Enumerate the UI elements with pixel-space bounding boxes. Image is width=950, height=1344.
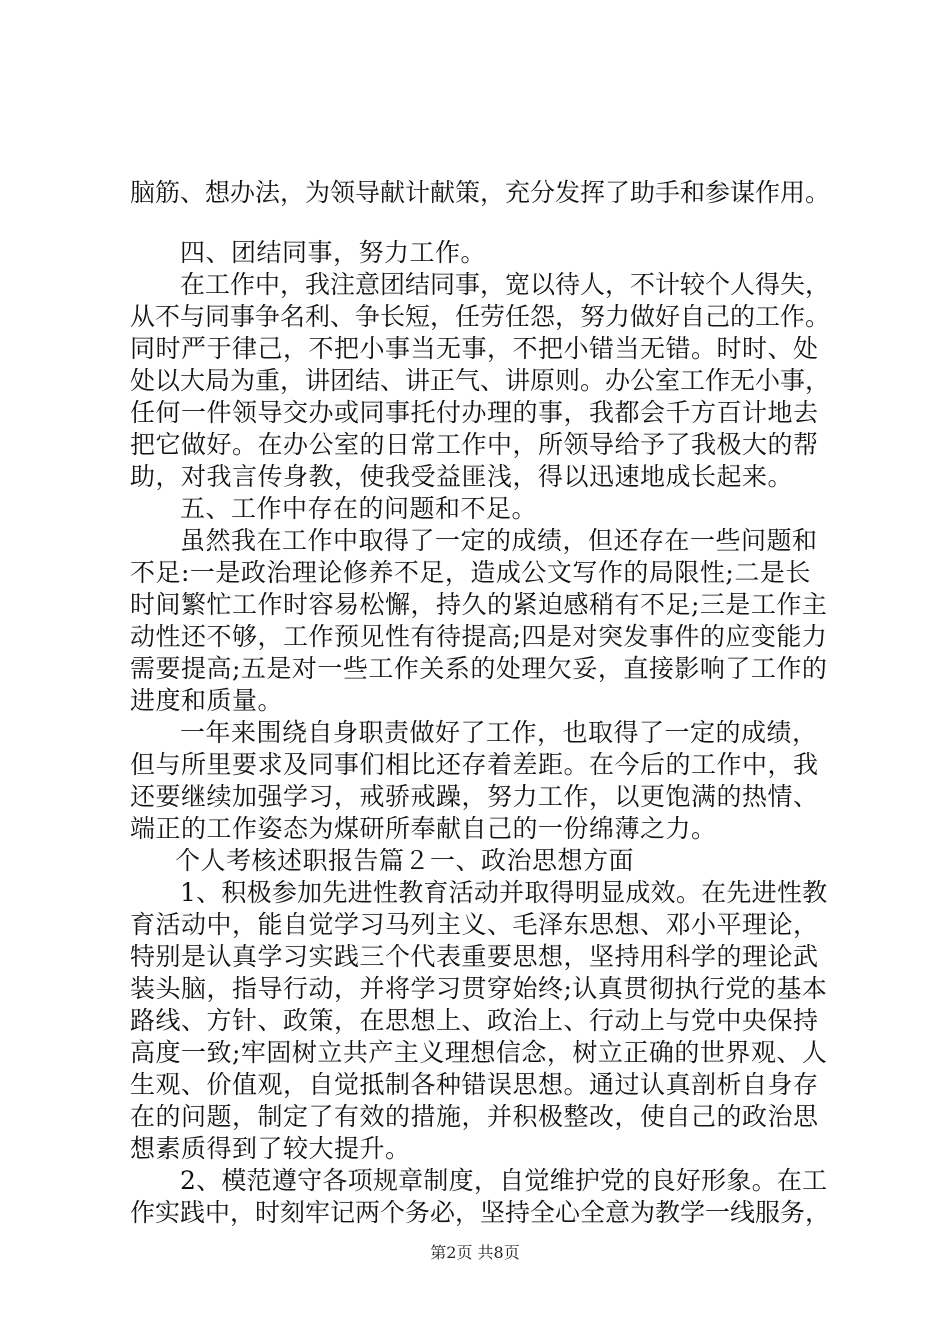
text-line-32: 作实践中，时刻牢记两个务必，坚持全心全意为教学一线服务， — [130, 1198, 831, 1227]
text-line-31: 2、模范遵守各项规章制度，自觉维护党的良好形象。在工 — [180, 1166, 828, 1195]
text-line-29: 在的问题，制定了有效的措施，并积极整改，使自己的政治思 — [130, 1102, 819, 1131]
text-line-17: 一年来围绕自身职责做好了工作，也取得了一定的成绩， — [180, 718, 818, 747]
text-line-6: 处以大局为重，讲团结、讲正气、讲原则。办公室工作无小事， — [130, 366, 831, 395]
page-footer: 第2页 共8页 — [430, 1243, 520, 1262]
text-line-13: 时间繁忙工作时容易松懈，持久的紧迫感稍有不足;三是工作主 — [130, 590, 828, 619]
text-line-19: 还要继续加强学习，戒骄戒躁，努力工作，以更饱满的热情、 — [130, 782, 819, 811]
text-line-25: 装头脑，指导行动，并将学习贯穿始终;认真贯彻执行党的基本 — [130, 974, 828, 1003]
text-line-22: 1、积极参加先进性教育活动并取得明显成效。在先进性教 — [180, 878, 828, 907]
text-line-8: 把它做好。在办公室的日常工作中，所领导给予了我极大的帮 — [130, 430, 819, 459]
text-line-4: 从不与同事争名利、争长短，任劳任怨，努力做好自己的工作。 — [130, 302, 831, 331]
text-line-14: 动性还不够，工作预见性有待提高;四是对突发事件的应变能力 — [130, 622, 828, 651]
text-line-18: 但与所里要求及同事们相比还存着差距。在今后的工作中，我 — [130, 750, 819, 779]
text-line-9: 助，对我言传身教，使我受益匪浅，得以迅速地成长起来。 — [130, 462, 794, 491]
text-line-1: 脑筋、想办法，为领导献计献策，充分发挥了助手和参谋作用。 — [130, 178, 831, 207]
text-line-16: 进度和质量。 — [130, 686, 284, 715]
text-line-27: 高度一致;牢固树立共产主义理想信念，树立正确的世界观、人 — [130, 1038, 828, 1067]
text-line-30: 想素质得到了较大提升。 — [130, 1134, 411, 1163]
text-line-23: 育活动中，能自觉学习马列主义、毛泽东思想、邓小平理论， — [130, 910, 819, 939]
text-line-28: 生观、价值观，自觉抵制各种错误思想。通过认真剖析自身存 — [130, 1070, 819, 1099]
section-heading-5: 五、工作中存在的问题和不足。 — [180, 494, 538, 523]
text-line-12: 不足:一是政治理论修养不足，造成公文写作的局限性;二是长 — [130, 558, 811, 587]
text-line-11: 虽然我在工作中取得了一定的成绩，但还存在一些问题和 — [180, 526, 818, 555]
text-line-15: 需要提高;五是对一些工作关系的处理欠妥，直接影响了工作的 — [130, 654, 828, 683]
text-line-3: 在工作中，我注意团结同事，宽以待人，不计较个人得失， — [180, 270, 831, 299]
text-line-5: 同时严于律己，不把小事当无事，不把小错当无错。时时、处 — [130, 334, 819, 363]
text-line-26: 路线、方针、政策，在思想上、政治上、行动上与党中央保持 — [130, 1006, 819, 1035]
text-line-24: 特别是认真学习实践三个代表重要思想，坚持用科学的理论武 — [130, 942, 819, 971]
text-line-7: 任何一件领导交办或同事托付办理的事，我都会千方百计地去 — [130, 398, 819, 427]
report-heading-2: 个人考核述职报告篇２一、政治思想方面 — [175, 846, 635, 875]
section-heading-4: 四、团结同事，努力工作。 — [180, 238, 487, 267]
text-line-20: 端正的工作姿态为煤研所奉献自己的一份绵薄之力。 — [130, 814, 717, 843]
